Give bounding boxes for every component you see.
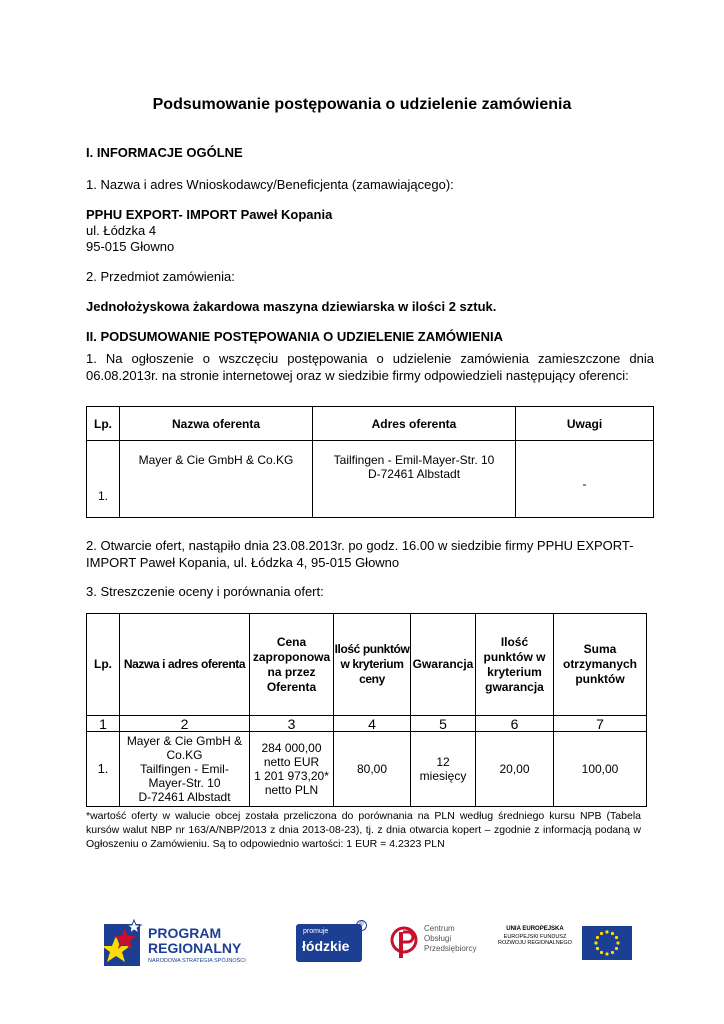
column-number: 4 [334, 716, 411, 732]
name-line: Mayer & Cie GmbH & [126, 734, 243, 748]
header-address: Adres oferenta [313, 407, 516, 441]
footnote: *wartość oferty w walucie obcej została przeliczona do porównania na PLN według średniego kursu NPB (Tabela kursów walut NBP nr 163/A/NBP/2013 z dnia 2013-08-23), tj. z dnia otwarcia kopert – zgodnie z informacją podaną w Ogłoszeniu o Zamówieniu. Są to odpowiednio wartości: 1 EUR = 4.2323 PLN [86, 810, 641, 850]
header-sum: Suma otrzymanych punktów [554, 614, 647, 716]
header-warranty: Gwarancja [411, 614, 476, 716]
eu-fund-text [496, 926, 574, 946]
column-number: 6 [476, 716, 554, 732]
section1-heading: I. INFORMACJE OGÓLNE [86, 145, 243, 160]
offerors-table [86, 406, 654, 518]
logo-bar [88, 908, 636, 980]
eu-line3: ROZWOJU REGIONALNEGO [498, 940, 572, 946]
header-remarks: Uwagi [516, 407, 654, 441]
cell-sum: 100,00 [554, 732, 647, 807]
warranty-line: miesięcy [419, 769, 467, 783]
name-line: Tailfingen - Emil- [140, 762, 229, 776]
program-line3: NARODOWA STRATEGIA SPÓJNOŚCI [148, 958, 246, 964]
name-line: Mayer-Str. 10 [148, 776, 221, 790]
price-line: netto EUR [263, 755, 320, 769]
column-number: 5 [411, 716, 476, 732]
centrum-p-icon [390, 922, 422, 962]
cell-address [313, 441, 516, 518]
evaluation-label: 3. Streszczenie oceny i porównania ofert: [86, 584, 324, 599]
cell-lp: 1. [87, 732, 120, 807]
table-row [87, 732, 647, 807]
centrum-line1: Centrum [424, 924, 455, 933]
company-name: PPHU EXPORT- IMPORT Paweł Kopania [86, 207, 333, 222]
applicant-label: 1. Nazwa i adres Wnioskodawcy/Beneficjenta (zamawiającego): [86, 177, 454, 192]
header-lp: Lp. [87, 407, 120, 441]
registered-icon: ® [356, 920, 367, 931]
cell-price-points: 80,00 [334, 732, 411, 807]
header-lp: Lp. [87, 614, 120, 716]
column-number-row [87, 716, 647, 732]
column-number: 7 [554, 716, 647, 732]
opening-text: 2. Otwarcie ofert, nastąpiło dnia 23.08.2013r. po godz. 16.00 w siedzibie firmy PPHU EXPORT- IMPORT Paweł Kopania, ul. Łódzka 4, 95-015 Głowno [86, 538, 634, 570]
lodzkie-line2: łódzkie [302, 938, 350, 954]
centrum-line2: Obsługi [424, 934, 452, 943]
table-header-row [87, 614, 647, 716]
program-line2: REGIONALNY [148, 940, 242, 956]
eu-line1: UNIA EUROPEJSKA [506, 926, 564, 932]
evaluation-table [86, 613, 647, 807]
cell-warranty-points: 20,00 [476, 732, 554, 807]
table-header-row [87, 407, 654, 441]
header-price-points: Ilość punktów w kryterium ceny [334, 614, 411, 716]
header-price: Cena zaproponowa na przez Oferenta [250, 614, 334, 716]
column-number: 3 [250, 716, 334, 732]
cell-warranty [411, 732, 476, 807]
eu-line2: EUROPEJSKI FUNDUSZ [503, 934, 567, 940]
centrum-obslugi-logo [390, 918, 480, 968]
name-line: Co.KG [166, 748, 203, 762]
table-row [87, 441, 654, 518]
promuje-lodzkie-logo [296, 924, 362, 962]
price-line: 284 000,00 [261, 741, 322, 755]
price-line: 1 201 973,20* [254, 769, 329, 783]
cell-remarks: - [516, 441, 654, 518]
centrum-line3: Przedsiębiorcy [424, 944, 477, 953]
address-line: Tailfingen - Emil-Mayer-Str. 10 [333, 453, 495, 467]
price-line: netto PLN [264, 783, 319, 797]
cell-name-address [120, 732, 250, 807]
cell-price [250, 732, 334, 807]
warranty-line: 12 [436, 755, 450, 769]
page-title: Podsumowanie postępowania o udzielenie zamówienia [152, 96, 572, 113]
column-number: 1 [87, 716, 120, 732]
header-name: Nazwa i adres oferenta [120, 614, 250, 716]
cell-lp: 1. [87, 441, 120, 518]
eu-flag-icon [582, 926, 632, 960]
name-line: D-72461 Albstadt [138, 790, 231, 804]
cell-name: Mayer & Cie GmbH & Co.KG [120, 441, 313, 518]
program-line1: PROGRAM [148, 925, 222, 941]
company-city: 95-015 Głowno [86, 239, 175, 254]
lodzkie-line1: promuje [303, 928, 329, 935]
company-street: ul. Łódzka 4 [86, 223, 157, 238]
subject-label: 2. Przedmiot zamówienia: [86, 269, 235, 284]
address-line: D-72461 Albstadt [367, 467, 461, 481]
announcement-text: 1. Na ogłoszenie o wszczęciu postępowania o udzielenie zamówienia zamieszczone dnia 06.08.2013r. na stronie internetowej oraz w siedzibie firmy odpowiedzieli następujący oferenci: [86, 351, 654, 383]
header-name: Nazwa oferenta [120, 407, 313, 441]
subject-text: Jednołożyskowa żakardowa maszyna dziewiarska w ilości 2 sztuk. [86, 299, 497, 314]
section2-heading: II. PODSUMOWANIE POSTĘPOWANIA O UDZIELENIE ZAMÓWIENIA [86, 329, 503, 344]
program-regionalny-logo [104, 918, 259, 970]
column-number: 2 [120, 716, 250, 732]
program-star-icon [104, 918, 144, 970]
header-warranty-points: Ilość punktów w kryterium gwarancja [476, 614, 554, 716]
